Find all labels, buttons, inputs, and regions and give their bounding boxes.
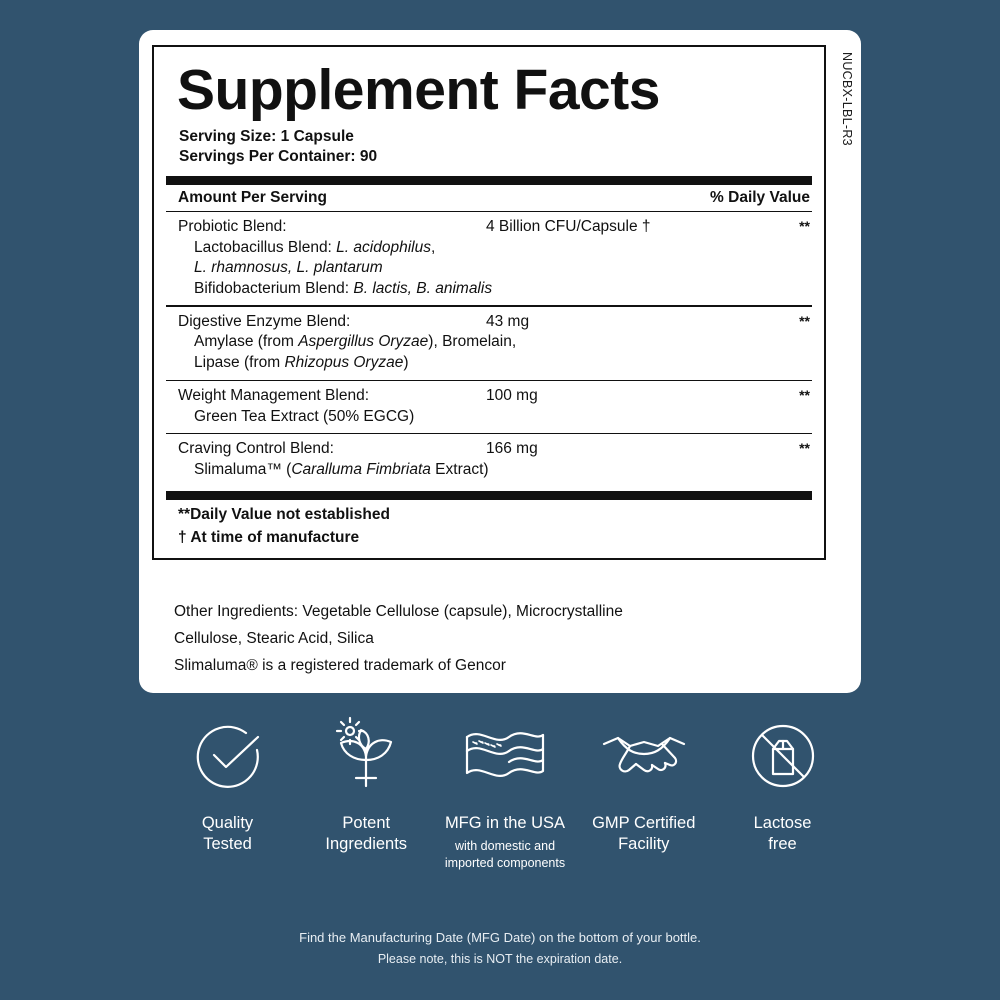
other-ingredients-line-2: Cellulose, Stearic Acid, Silica: [174, 629, 374, 647]
daily-value-header: % Daily Value: [710, 188, 810, 206]
badge-label: Lactose free: [753, 814, 812, 854]
ingredient-amount: 166 mg: [486, 440, 538, 458]
other-ingredients-line-1: Other Ingredients: Vegetable Cellulose (capsule), Microcrystalline: [174, 603, 623, 620]
badge-label: Potent Ingredients: [325, 814, 408, 854]
no-milk-carton-icon: [715, 713, 850, 799]
label-revision-code: NUCBX-LBL-R3: [840, 52, 854, 146]
ingredient-daily-value: **: [799, 218, 810, 235]
ingredient-detail: L. rhamnosus, L. plantarum: [194, 259, 383, 277]
table-row: [166, 434, 812, 486]
ingredient-name: Craving Control Blend:: [178, 440, 334, 458]
supplement-facts-panel: [139, 30, 861, 693]
ingredient-detail: Bifidobacterium Blend: B. lactis, B. animalis: [194, 279, 493, 297]
badge-quality-tested: [160, 713, 295, 856]
footer-line-1: Find the Manufacturing Date (MFG Date) on the bottom of your bottle.: [299, 930, 701, 945]
handshake-icon: [576, 713, 711, 799]
badge-label: MFG in the USA: [444, 814, 566, 832]
ingredient-detail: Green Tea Extract (50% EGCG): [194, 407, 415, 425]
badge-mfg-usa: [438, 713, 573, 872]
ingredient-amount: 100 mg: [486, 386, 538, 404]
divider-thick-top: [166, 176, 812, 185]
footer-line-2: Please note, this is NOT the expiration date.: [377, 951, 623, 966]
ingredient-daily-value: **: [799, 312, 810, 329]
badge-label: Quality Tested: [201, 814, 254, 854]
badge-lactose-free: [715, 713, 850, 856]
leaf-plant-icon: [299, 713, 434, 799]
amount-per-serving-header: Amount Per Serving: [178, 188, 327, 206]
table-row: [166, 212, 812, 305]
ingredient-amount: 4 Billion CFU/Capsule †: [486, 218, 651, 236]
trademark-note: Slimaluma® is a registered trademark of Gencor: [174, 656, 506, 674]
ingredient-detail: Lactobacillus Blend: L. acidophilus,: [194, 238, 436, 256]
usa-flag-icon: [438, 713, 573, 799]
badge-label: GMP Certified Facility: [592, 814, 696, 854]
ingredient-daily-value: **: [799, 440, 810, 457]
ingredient-daily-value: **: [799, 386, 810, 403]
ingredient-detail: Lipase (from Rhizopus Oryzae): [194, 354, 409, 371]
other-ingredients: [174, 600, 834, 680]
footnote-daily-value: **Daily Value not established: [178, 505, 390, 523]
table-row: [166, 381, 812, 433]
trust-badges: [160, 713, 850, 872]
footer-note: [0, 928, 1000, 969]
badge-sublabel: with domestic and imported components: [444, 839, 566, 871]
table-header-row: [166, 185, 812, 211]
servings-per-container: Servings Per Container: 90: [179, 148, 378, 166]
badge-potent-ingredients: [299, 713, 434, 856]
table-row: [166, 307, 812, 380]
badge-gmp-certified: [576, 713, 711, 856]
ingredient-name: Probiotic Blend:: [178, 218, 287, 236]
page-title: Supplement Facts: [177, 58, 660, 122]
ingredient-name: Digestive Enzyme Blend:: [178, 312, 351, 330]
check-circle-icon: [160, 713, 295, 799]
supplement-facts-box: [152, 45, 826, 560]
ingredient-amount: 43 mg: [486, 312, 530, 330]
footnote-manufacture: † At time of manufacture: [178, 528, 360, 546]
serving-size: Serving Size: 1 Capsule: [179, 127, 354, 145]
ingredient-detail: Amylase (from Aspergillus Oryzae), Bromelain,: [194, 333, 517, 351]
ingredient-name: Weight Management Blend:: [178, 386, 369, 404]
ingredient-detail: Slimaluma™ (Caralluma Fimbriata Extract): [194, 461, 489, 479]
divider-thick-bottom: [166, 491, 812, 500]
